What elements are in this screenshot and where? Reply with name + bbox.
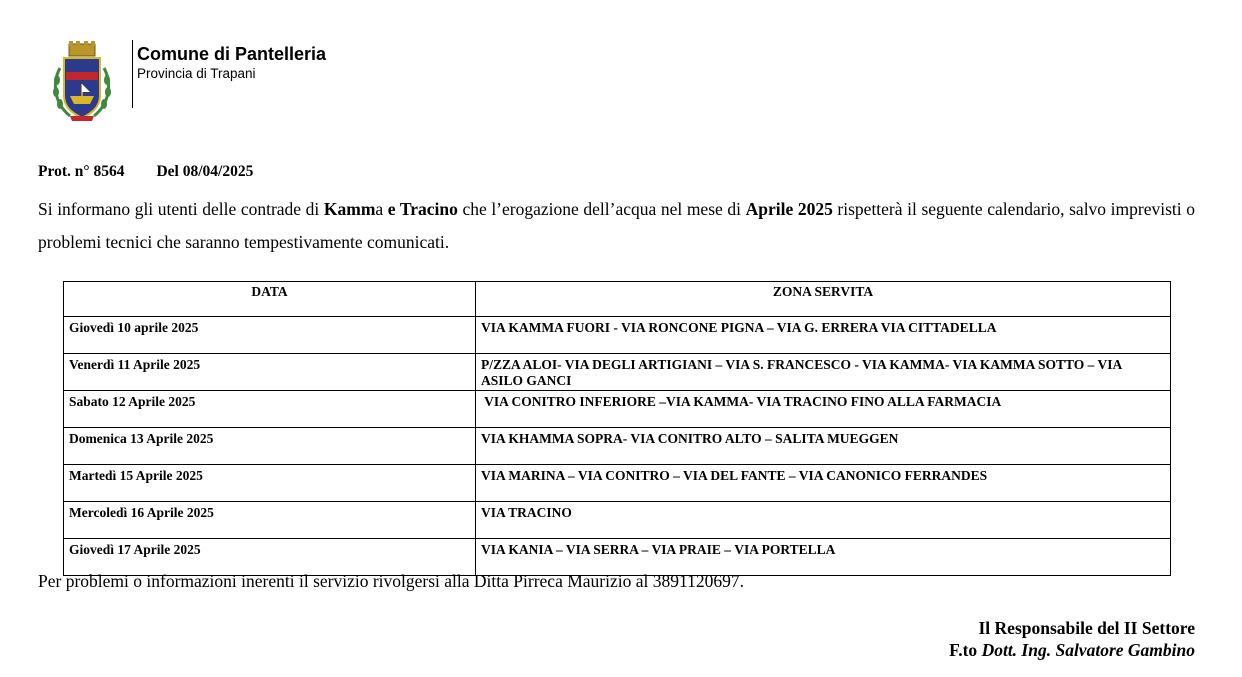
- intro-bold-tracino: e Tracino: [387, 199, 458, 219]
- contact-note: Per problemi o informazioni inerenti il servizio rivolgersi alla Ditta Pirreca Maurizio al 3891120697.: [38, 571, 744, 591]
- table-header-row: [64, 282, 1171, 317]
- table-row: [64, 391, 1171, 428]
- header-text: [137, 43, 326, 82]
- row-zone: VIA MARINA – VIA CONITRO – VIA DEL FANTE – VIA CANONICO FERRANDES: [476, 465, 1171, 502]
- header-zone: ZONA SERVITA: [476, 282, 1171, 317]
- intro-text: Si informano gli utenti delle contrade di: [38, 199, 324, 219]
- date-value: 08/04/2025: [182, 163, 254, 180]
- prot-number: 8564: [93, 163, 125, 180]
- org-name: Comune di Pantelleria: [137, 44, 327, 64]
- signature-line: [949, 639, 1195, 661]
- signature-prefix: F.to: [949, 640, 982, 660]
- row-zone: VIA TRACINO: [476, 502, 1171, 539]
- table-row: [64, 502, 1171, 539]
- row-date: Domenica 13 Aprile 2025: [64, 428, 476, 465]
- letterhead: [52, 38, 326, 122]
- intro-text: che l’erogazione dell’acqua nel mese di: [457, 199, 746, 219]
- table-row: [64, 354, 1171, 391]
- table-row: [64, 317, 1171, 354]
- row-zone: VIA KAMMA FUORI - VIA RONCONE PIGNA – VIA G. ERRERA VIA CITTADELLA: [476, 317, 1171, 354]
- row-zone: VIA KANIA – VIA SERRA – VIA PRAIE – VIA PORTELLA: [476, 539, 1171, 576]
- row-date: Giovedì 10 aprile 2025: [64, 317, 476, 354]
- row-date: Sabato 12 Aprile 2025: [64, 391, 476, 428]
- signature-name: Dott. Ing. Salvatore Gambino: [981, 640, 1195, 660]
- row-zone: VIA KHAMMA SOPRA- VIA CONITRO ALTO – SALITA MUEGGEN: [476, 428, 1171, 465]
- row-date: Mercoledì 16 Aprile 2025: [64, 502, 476, 539]
- date-label: Del: [156, 163, 179, 180]
- signature-block: [949, 617, 1195, 661]
- header-divider: [132, 40, 133, 108]
- schedule-table: [63, 281, 1171, 576]
- prot-label: Prot. n°: [38, 163, 90, 180]
- table-row: [64, 428, 1171, 465]
- header-date: DATA: [64, 282, 476, 317]
- intro-text: a: [375, 199, 388, 219]
- row-zone: P/ZZA ALOI- VIA DEGLI ARTIGIANI – VIA S. FRANCESCO - VIA KAMMA- VIA KAMMA SOTTO – VIA ASILO GANCI: [476, 354, 1171, 391]
- municipal-crest-icon: [52, 38, 112, 122]
- row-date: Giovedì 17 Aprile 2025: [64, 539, 476, 576]
- signature-title: Il Responsabile del II Settore: [978, 618, 1195, 638]
- protocol-line: [38, 163, 253, 181]
- intro-paragraph: [38, 193, 1195, 259]
- intro-text: rispetterà il seguente calendario, salvo imprevisti o problemi tecnici che saranno tempestivamente comunicati.: [38, 199, 1195, 252]
- row-date: Venerdì 11 Aprile 2025: [64, 354, 476, 391]
- row-zone: VIA CONITRO INFERIORE –VIA KAMMA- VIA TRACINO FINO ALLA FARMACIA: [476, 391, 1171, 428]
- row-date: Martedì 15 Aprile 2025: [64, 465, 476, 502]
- org-province: Provincia di Trapani: [137, 66, 256, 81]
- intro-bold-month: Aprile 2025: [745, 199, 833, 219]
- table-row: [64, 465, 1171, 502]
- intro-bold-kamma: Kamm: [323, 199, 376, 219]
